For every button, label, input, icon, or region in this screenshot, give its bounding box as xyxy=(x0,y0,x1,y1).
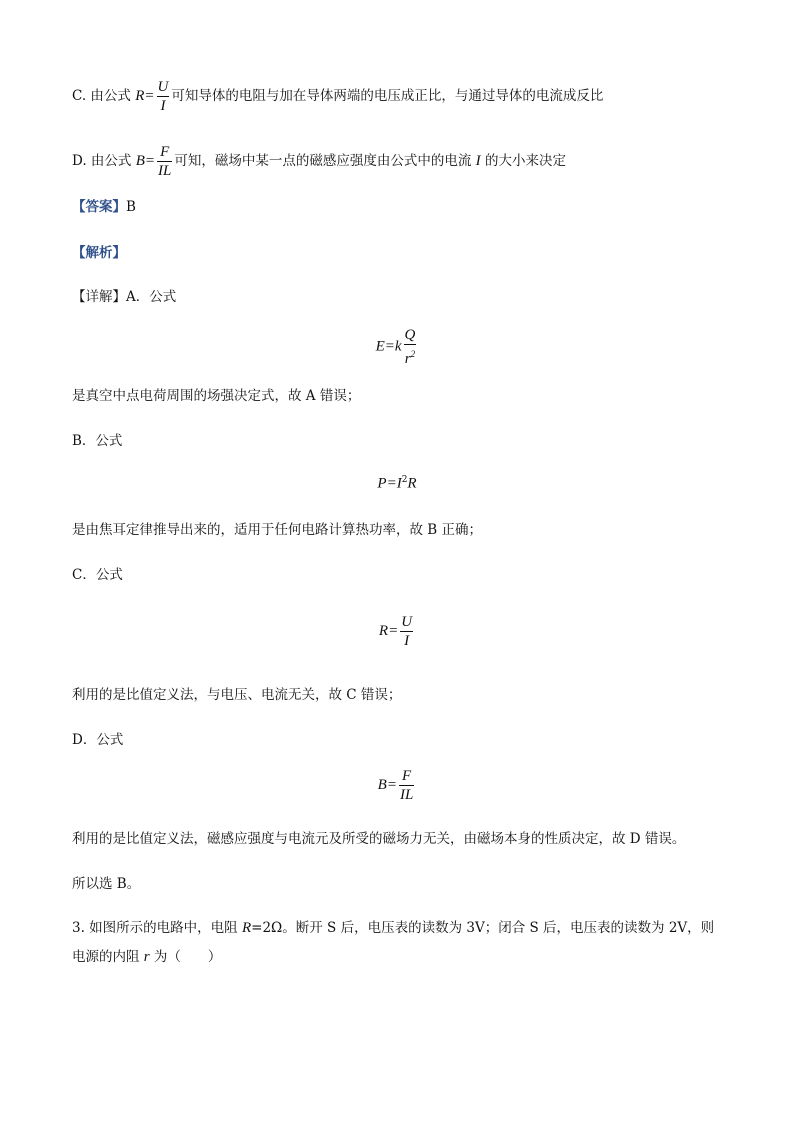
question-3-text-d: 为（ ） xyxy=(149,949,222,965)
option-d-var: I xyxy=(475,153,481,169)
detail-b-conclusion-text: 是由焦耳定律推导出来的，适用于任何电路计算热功率，故 B 正确； xyxy=(72,522,483,538)
option-d-lhs: B= xyxy=(135,153,156,169)
option-d-suffix-a: 可知，磁场中某一点的磁感应强度由公式中的电流 xyxy=(174,153,476,169)
answer-value: B xyxy=(126,199,136,215)
formula-d-fraction xyxy=(399,767,414,804)
option-d-prefix: D. 由公式 xyxy=(72,153,136,169)
detail-c-conclusion-text: 利用的是比值定义法，与电压、电流无关，故 C 错误； xyxy=(72,687,402,703)
analysis-line xyxy=(72,243,126,263)
option-c-suffix: 可知导体的电阻与加在导体两端的电压成正比，与通过导体的电流成反比 xyxy=(171,88,604,104)
detail-b-conclusion xyxy=(72,520,482,540)
option-c-prefix: C. 由公式 xyxy=(72,88,136,104)
formula-c-lhs: R= xyxy=(378,623,399,639)
formula-b-sup: 2 xyxy=(401,475,408,485)
answer-line xyxy=(72,197,136,217)
final-choice-text: 所以选 B。 xyxy=(72,876,141,892)
detail-a-conclusion-text: 是真空中点电荷周围的场强决定式，故 A 错误； xyxy=(72,388,361,404)
detail-d-conclusion xyxy=(72,829,685,849)
formula-a xyxy=(0,326,794,368)
option-d-fraction xyxy=(157,143,172,180)
question-3-line-1 xyxy=(72,918,714,938)
detail-d-conclusion-text: 利用的是比值定义法，磁感应强度与电流元及所受的磁场力无关，由磁场本身的性质决定，故 D 错误。 xyxy=(72,831,686,847)
detail-c-text: C．公式 xyxy=(72,567,123,583)
option-c-numerator: U xyxy=(157,79,169,95)
option-d-suffix-b: 的大小来决定 xyxy=(480,153,566,169)
detail-c-line xyxy=(72,565,123,585)
option-d-denominator: IL xyxy=(158,163,172,179)
formula-d-denominator: IL xyxy=(399,787,414,803)
detail-a-line xyxy=(72,287,176,307)
analysis-label: 【解析】 xyxy=(72,245,126,261)
formula-c-denominator: I xyxy=(404,633,410,649)
option-c-denominator: I xyxy=(160,98,166,114)
formula-c xyxy=(0,613,794,650)
formula-a-numerator: Q xyxy=(404,327,416,343)
question-3-text-c: 电源的内阻 xyxy=(72,949,144,965)
formula-a-den-base: r xyxy=(404,351,411,367)
formula-d-numerator: F xyxy=(399,767,414,786)
question-3-var-small-r: r xyxy=(143,949,150,965)
formula-b-part1: P=I xyxy=(377,475,402,492)
formula-b xyxy=(0,475,794,493)
question-3-text-a: 3. 如图所示的电路中，电阻 xyxy=(72,920,242,936)
option-d xyxy=(72,143,566,180)
detail-d-line xyxy=(72,730,123,750)
detail-b-text: B．公式 xyxy=(72,433,123,449)
formula-c-fraction xyxy=(400,613,413,650)
formula-c-numerator: U xyxy=(401,614,413,630)
answer-label: 【答案】 xyxy=(72,199,126,215)
formula-a-denominator xyxy=(404,345,417,368)
detail-label: 【详解】 xyxy=(72,289,126,305)
option-c xyxy=(72,78,603,115)
detail-b-line xyxy=(72,431,122,451)
final-choice xyxy=(72,874,140,894)
formula-d-lhs: B= xyxy=(377,777,397,793)
formula-a-fraction xyxy=(404,326,417,368)
question-3-text-b: =2Ω。断开 S 后，电压表的读数为 3V；闭合 S 后，电压表的读数为 2V，则 xyxy=(251,920,715,936)
formula-d xyxy=(0,767,794,804)
detail-c-conclusion xyxy=(72,685,401,705)
question-3-line-2 xyxy=(72,947,221,967)
detail-d-text: D．公式 xyxy=(72,732,124,748)
question-3-var-r: R xyxy=(241,920,252,936)
formula-b-part2: R xyxy=(407,475,417,492)
option-c-lhs: R= xyxy=(135,88,155,104)
formula-a-den-sup: 2 xyxy=(410,349,416,359)
option-d-numerator: F xyxy=(157,143,172,162)
option-c-fraction xyxy=(157,78,170,115)
detail-a-text: A．公式 xyxy=(126,289,177,305)
detail-a-conclusion xyxy=(72,386,360,406)
formula-a-lhs: E=k xyxy=(375,338,402,355)
